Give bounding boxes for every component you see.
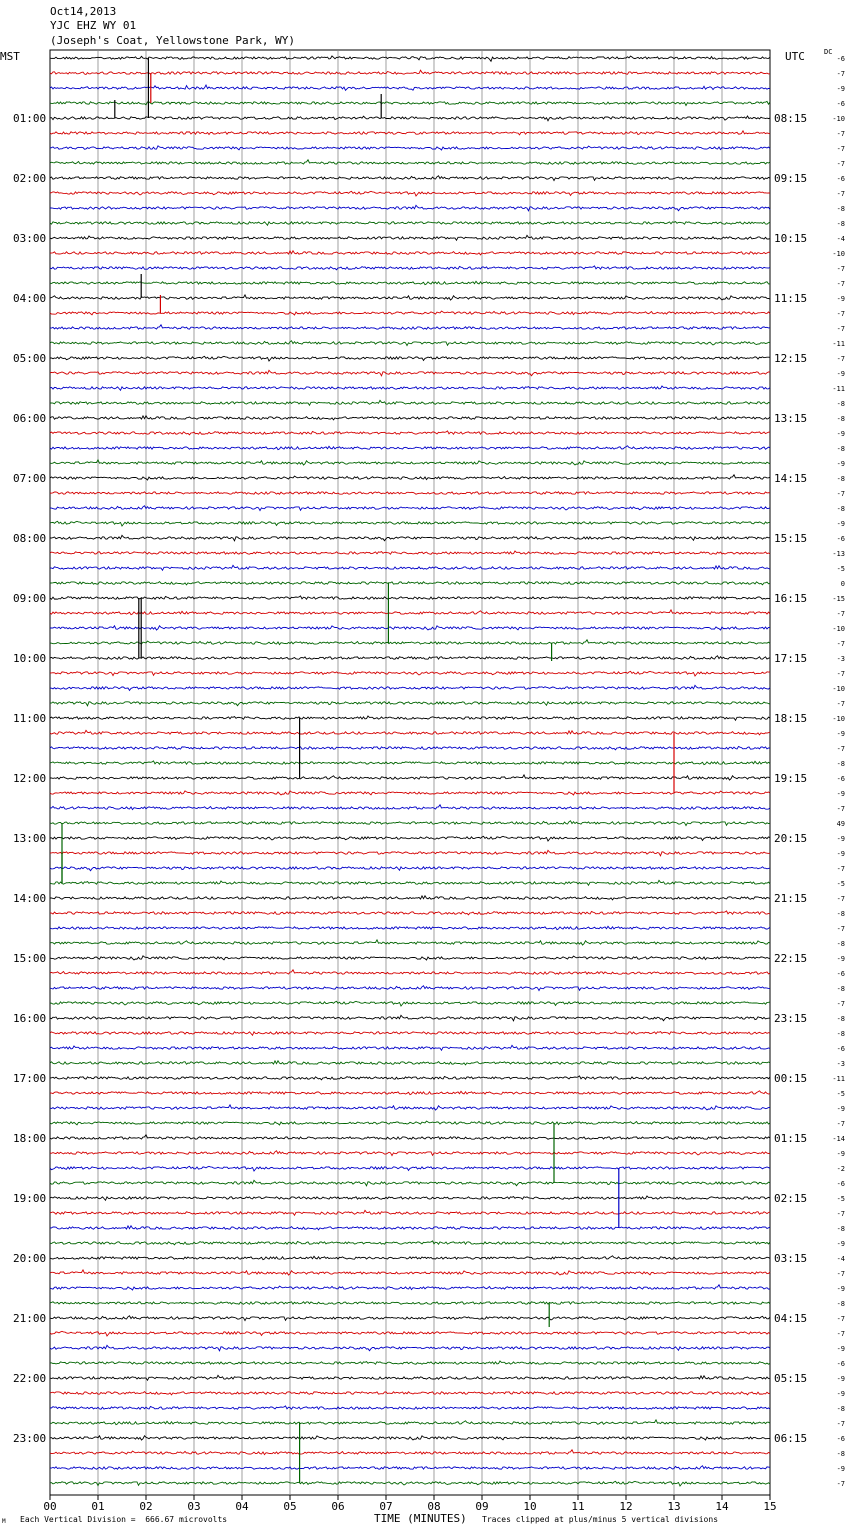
- trace-offset-label: -14: [832, 1135, 845, 1143]
- trace-offset-label: -8: [836, 1405, 845, 1413]
- trace-line: [50, 626, 770, 630]
- trace-line: [50, 416, 770, 420]
- x-tick-label: 01: [91, 1500, 105, 1513]
- trace-line: [50, 775, 770, 780]
- trace-offset-label: -7: [836, 280, 845, 288]
- trace-line: [50, 1450, 770, 1455]
- x-tick-label: 13: [667, 1500, 681, 1513]
- left-hour-label: 04:00: [13, 292, 47, 305]
- left-hour-label: 01:00: [13, 112, 47, 125]
- left-hour-label: 23:00: [13, 1432, 47, 1445]
- trace-offset-label: 0: [840, 580, 845, 588]
- left-hour-label: 14:00: [13, 892, 47, 905]
- trace-line: [50, 446, 770, 450]
- trace-offset-label: -8: [836, 505, 845, 513]
- trace-offset-label: -5: [836, 880, 845, 888]
- trace-line: [50, 1045, 770, 1050]
- trace-offset-label: -8: [836, 910, 845, 918]
- trace-offset-label: -6: [836, 55, 845, 63]
- trace-line: [50, 880, 770, 885]
- trace-offset-label: -9: [836, 430, 845, 438]
- right-hour-label: 18:15: [774, 712, 808, 725]
- trace-line: [50, 370, 770, 376]
- trace-line: [50, 160, 770, 164]
- trace-line: [50, 685, 770, 690]
- trace-line: [50, 565, 770, 570]
- x-axis-label: TIME (MINUTES): [374, 1512, 467, 1525]
- clip-note: Traces clipped at plus/minus 5 vertical divisions: [482, 1515, 719, 1524]
- trace-line: [50, 70, 770, 74]
- x-tick-label: 06: [331, 1500, 345, 1513]
- trace-offset-label: -9: [836, 1105, 845, 1113]
- trace-line: [50, 582, 770, 585]
- left-timezone-label: MST: [0, 50, 20, 63]
- right-hour-label: 09:15: [774, 172, 808, 185]
- right-hour-label: 01:15: [774, 1132, 808, 1145]
- trace-line: [50, 596, 770, 599]
- x-tick-label: 09: [475, 1500, 489, 1513]
- trace-line: [50, 551, 770, 554]
- trace-line: [50, 281, 770, 284]
- trace-offset-label: -7: [836, 700, 845, 708]
- trace-offset-label: -15: [832, 595, 845, 603]
- trace-offset-label: -8: [836, 475, 845, 483]
- right-hour-label: 17:15: [774, 652, 808, 665]
- trace-line: [50, 671, 770, 676]
- trace-line: [50, 235, 770, 240]
- trace-line: [50, 205, 770, 211]
- trace-offset-label: -8: [836, 985, 845, 993]
- trace-line: [50, 295, 770, 300]
- trace-offset-label: -6: [836, 1045, 845, 1053]
- trace-line: [50, 926, 770, 929]
- trace-offset-label: -9: [836, 1345, 845, 1353]
- right-hour-label: 02:15: [774, 1192, 808, 1205]
- trace-offset-label: -9: [836, 835, 845, 843]
- trace-offset-label: -10: [832, 625, 845, 633]
- trace-offset-label: -7: [836, 1120, 845, 1128]
- trace-offset-label: -8: [836, 205, 845, 213]
- trace-line: [50, 791, 770, 795]
- trace-line: [50, 1420, 770, 1425]
- trace-line: [50, 325, 770, 329]
- trace-offset-label: -8: [836, 940, 845, 948]
- trace-offset-label: -6: [836, 1435, 845, 1443]
- trace-offset-label: -7: [836, 745, 845, 753]
- trace-line: [50, 535, 770, 541]
- left-hour-label: 03:00: [13, 232, 47, 245]
- trace-offset-label: -8: [836, 1015, 845, 1023]
- trace-line: [50, 1091, 770, 1095]
- trace-line: [50, 970, 770, 974]
- trace-line: [50, 1166, 770, 1171]
- trace-line: [50, 821, 770, 826]
- trace-line: [50, 101, 770, 105]
- trace-offset-label: -8: [836, 1225, 845, 1233]
- x-tick-label: 15: [763, 1500, 777, 1513]
- trace-line: [50, 1001, 770, 1006]
- trace-offset-label: -10: [832, 685, 845, 693]
- trace-line: [50, 896, 770, 900]
- trace-line: [50, 747, 770, 750]
- trace-offset-label: -7: [836, 130, 845, 138]
- trace-line: [50, 1241, 770, 1245]
- right-hour-label: 00:15: [774, 1072, 808, 1085]
- trace-offset-label: -7: [836, 1315, 845, 1323]
- trace-line: [50, 730, 770, 735]
- trace-line: [50, 1436, 770, 1440]
- trace-offset-label: -10: [832, 115, 845, 123]
- trace-line: [50, 1302, 770, 1304]
- trace-offset-label: -3: [836, 655, 845, 663]
- trace-offset-label: -6: [836, 775, 845, 783]
- left-hour-label: 05:00: [13, 352, 47, 365]
- trace-offset-label: -9: [836, 1150, 845, 1158]
- trace-offset-label: -7: [836, 145, 845, 153]
- trace-offset-label: -5: [836, 1090, 845, 1098]
- trace-line: [50, 1392, 770, 1395]
- trace-line: [50, 1226, 770, 1230]
- trace-line: [50, 1180, 770, 1186]
- trace-offset-label: -7: [836, 160, 845, 168]
- corner-mark: M: [2, 1518, 6, 1525]
- trace-offset-label: -7: [836, 610, 845, 618]
- trace-offset-label: -6: [836, 175, 845, 183]
- trace-offset-label: -8: [836, 1300, 845, 1308]
- trace-line: [50, 311, 770, 315]
- right-hour-label: 11:15: [774, 292, 808, 305]
- left-hour-label: 16:00: [13, 1012, 47, 1025]
- trace-offset-label: -3: [836, 1060, 845, 1068]
- trace-line: [50, 956, 770, 960]
- right-hour-label: 12:15: [774, 352, 808, 365]
- trace-line: [50, 386, 770, 390]
- trace-line: [50, 506, 770, 511]
- right-hour-label: 21:15: [774, 892, 808, 905]
- trace-offset-label: -7: [836, 310, 845, 318]
- left-hour-label: 10:00: [13, 652, 47, 665]
- trace-line: [50, 191, 770, 196]
- left-hour-label: 20:00: [13, 1252, 47, 1265]
- trace-line: [50, 836, 770, 841]
- trace-line: [50, 1316, 770, 1321]
- trace-offset-label: -5: [836, 1195, 845, 1203]
- trace-line: [50, 1270, 770, 1275]
- trace-offset-label: -9: [836, 460, 845, 468]
- trace-offset-label: -2: [836, 1165, 845, 1173]
- trace-offset-label: -7: [836, 1000, 845, 1008]
- trace-offset-label: -9: [836, 1390, 845, 1398]
- trace-offset-label: -7: [836, 925, 845, 933]
- trace-offset-label: -4: [836, 235, 845, 243]
- trace-offset-label: -9: [836, 1375, 845, 1383]
- trace-line: [50, 1285, 770, 1290]
- trace-offset-label: -9: [836, 295, 845, 303]
- trace-offset-label: -11: [832, 385, 845, 393]
- x-tick-label: 05: [283, 1500, 297, 1513]
- right-hour-label: 10:15: [774, 232, 808, 245]
- trace-line: [50, 460, 770, 465]
- trace-line: [50, 176, 770, 181]
- x-tick-label: 02: [139, 1500, 153, 1513]
- trace-offset-label: -7: [836, 640, 845, 648]
- trace-line: [50, 431, 770, 435]
- trace-offset-label: -7: [836, 1270, 845, 1278]
- trace-line: [50, 1256, 770, 1260]
- trace-offset-label: -8: [836, 1450, 845, 1458]
- trace-offset-label: -8: [836, 400, 845, 408]
- trace-offset-label: -4: [836, 1255, 845, 1263]
- trace-line: [50, 1466, 770, 1469]
- right-hour-label: 23:15: [774, 1012, 808, 1025]
- x-tick-label: 11: [571, 1500, 585, 1513]
- trace-offset-label: -11: [832, 1075, 845, 1083]
- trace-line: [50, 1345, 770, 1351]
- trace-line: [50, 1076, 770, 1080]
- trace-offset-label: -9: [836, 85, 845, 93]
- trace-offset-label: -7: [836, 70, 845, 78]
- x-tick-label: 03: [187, 1500, 201, 1513]
- trace-line: [50, 1331, 770, 1336]
- trace-line: [50, 1210, 770, 1215]
- trace-line: [50, 1135, 770, 1139]
- trace-offset-label: -7: [836, 1420, 845, 1428]
- trace-line: [50, 1481, 770, 1486]
- left-hour-label: 11:00: [13, 712, 47, 725]
- trace-line: [50, 341, 770, 346]
- trace-offset-label: -10: [832, 250, 845, 258]
- trace-line: [50, 400, 770, 405]
- x-tick-label: 04: [235, 1500, 249, 1513]
- trace-line: [50, 1105, 770, 1110]
- left-hour-label: 08:00: [13, 532, 47, 545]
- trace-offset-label: -13: [832, 550, 845, 558]
- station-code: YJC EHZ WY 01: [50, 19, 137, 32]
- dc-label: DC: [824, 48, 833, 56]
- trace-offset-label: -7: [836, 805, 845, 813]
- trace-line: [50, 1151, 770, 1156]
- trace-offset-label: -6: [836, 535, 845, 543]
- trace-line: [50, 1375, 770, 1380]
- x-tick-label: 12: [619, 1500, 633, 1513]
- trace-line: [50, 356, 770, 361]
- trace-line: [50, 850, 770, 856]
- right-hour-label: 20:15: [774, 832, 808, 845]
- trace-offset-label: -7: [836, 670, 845, 678]
- trace-line: [50, 56, 770, 61]
- trace-line: [50, 986, 770, 991]
- x-tick-label: 00: [43, 1500, 57, 1513]
- trace-offset-label: -7: [836, 1210, 845, 1218]
- trace-line: [50, 867, 770, 871]
- right-hour-label: 14:15: [774, 472, 808, 485]
- trace-line: [50, 146, 770, 150]
- right-hour-label: 04:15: [774, 1312, 808, 1325]
- left-hour-label: 02:00: [13, 172, 47, 185]
- trace-offset-label: -6: [836, 100, 845, 108]
- trace-offset-label: -7: [836, 355, 845, 363]
- trace-line: [50, 222, 770, 226]
- trace-offset-label: -9: [836, 955, 845, 963]
- trace-offset-label: -10: [832, 715, 845, 723]
- trace-offset-label: -7: [836, 265, 845, 273]
- trace-offset-label: -9: [836, 1465, 845, 1473]
- trace-line: [50, 1015, 770, 1021]
- left-hour-label: 13:00: [13, 832, 47, 845]
- trace-offset-label: -9: [836, 370, 845, 378]
- trace-line: [50, 131, 770, 135]
- trace-offset-label: -6: [836, 1360, 845, 1368]
- x-tick-label: 10: [523, 1500, 537, 1513]
- right-hour-label: 22:15: [774, 952, 808, 965]
- trace-line: [50, 116, 770, 121]
- left-hour-label: 06:00: [13, 412, 47, 425]
- trace-line: [50, 85, 770, 90]
- right-hour-label: 08:15: [774, 112, 808, 125]
- trace-line: [50, 610, 770, 615]
- trace-offset-label: -7: [836, 865, 845, 873]
- station-location: (Joseph's Coat, Yellowstone Park, WY): [50, 34, 296, 47]
- right-hour-label: 03:15: [774, 1252, 808, 1265]
- right-hour-label: 05:15: [774, 1372, 808, 1385]
- x-tick-label: 08: [427, 1500, 441, 1513]
- trace-offset-label: -7: [836, 1480, 845, 1488]
- trace-offset-label: -6: [836, 970, 845, 978]
- chart-date: Oct14,2013: [50, 5, 117, 18]
- trace-line: [50, 716, 770, 720]
- trace-offset-label: -8: [836, 760, 845, 768]
- trace-line: [50, 1196, 770, 1200]
- trace-line: [50, 656, 770, 659]
- trace-line: [50, 521, 770, 526]
- trace-offset-label: -9: [836, 730, 845, 738]
- left-hour-label: 22:00: [13, 1372, 47, 1385]
- trace-offset-label: -9: [836, 1285, 845, 1293]
- trace-line: [50, 805, 770, 810]
- trace-offset-label: -5: [836, 565, 845, 573]
- trace-line: [50, 492, 770, 494]
- trace-offset-label: -8: [836, 445, 845, 453]
- left-hour-label: 18:00: [13, 1132, 47, 1145]
- trace-line: [50, 1032, 770, 1036]
- trace-offset-label: -7: [836, 490, 845, 498]
- left-hour-label: 17:00: [13, 1072, 47, 1085]
- trace-offset-label: -7: [836, 190, 845, 198]
- trace-line: [50, 1121, 770, 1125]
- right-hour-label: 19:15: [774, 772, 808, 785]
- trace-offset-label: -11: [832, 340, 845, 348]
- trace-line: [50, 911, 770, 915]
- trace-offset-label: -8: [836, 1030, 845, 1038]
- trace-line: [50, 251, 770, 255]
- trace-line: [50, 761, 770, 765]
- left-hour-label: 07:00: [13, 472, 47, 485]
- trace-line: [50, 702, 770, 706]
- trace-offset-label: -7: [836, 895, 845, 903]
- trace-offset-label: -9: [836, 790, 845, 798]
- trace-line: [50, 1361, 770, 1364]
- left-hour-label: 09:00: [13, 592, 47, 605]
- left-hour-label: 15:00: [13, 952, 47, 965]
- trace-line: [50, 1061, 770, 1065]
- trace-line: [50, 940, 770, 945]
- trace-offset-label: 49: [836, 820, 845, 828]
- trace-offset-label: -9: [836, 520, 845, 528]
- x-tick-label: 14: [715, 1500, 729, 1513]
- trace-line: [50, 1406, 770, 1409]
- trace-offset-label: -8: [836, 415, 845, 423]
- right-hour-label: 13:15: [774, 412, 808, 425]
- right-hour-label: 15:15: [774, 532, 808, 545]
- trace-offset-label: -9: [836, 850, 845, 858]
- trace-offset-label: -7: [836, 1330, 845, 1338]
- trace-offset-label: -6: [836, 1180, 845, 1188]
- trace-line: [50, 266, 770, 270]
- trace-offset-label: -7: [836, 325, 845, 333]
- trace-line: [50, 640, 770, 645]
- trace-line: [50, 475, 770, 480]
- right-timezone-label: UTC: [785, 50, 805, 63]
- scale-note: Each Vertical Division = 666.67 microvolts: [20, 1515, 228, 1524]
- right-hour-label: 06:15: [774, 1432, 808, 1445]
- left-hour-label: 19:00: [13, 1192, 47, 1205]
- trace-offset-label: -9: [836, 1240, 845, 1248]
- right-hour-label: 16:15: [774, 592, 808, 605]
- left-hour-label: 21:00: [13, 1312, 47, 1325]
- left-hour-label: 12:00: [13, 772, 47, 785]
- trace-offset-label: -8: [836, 220, 845, 228]
- x-tick-label: 07: [379, 1500, 393, 1513]
